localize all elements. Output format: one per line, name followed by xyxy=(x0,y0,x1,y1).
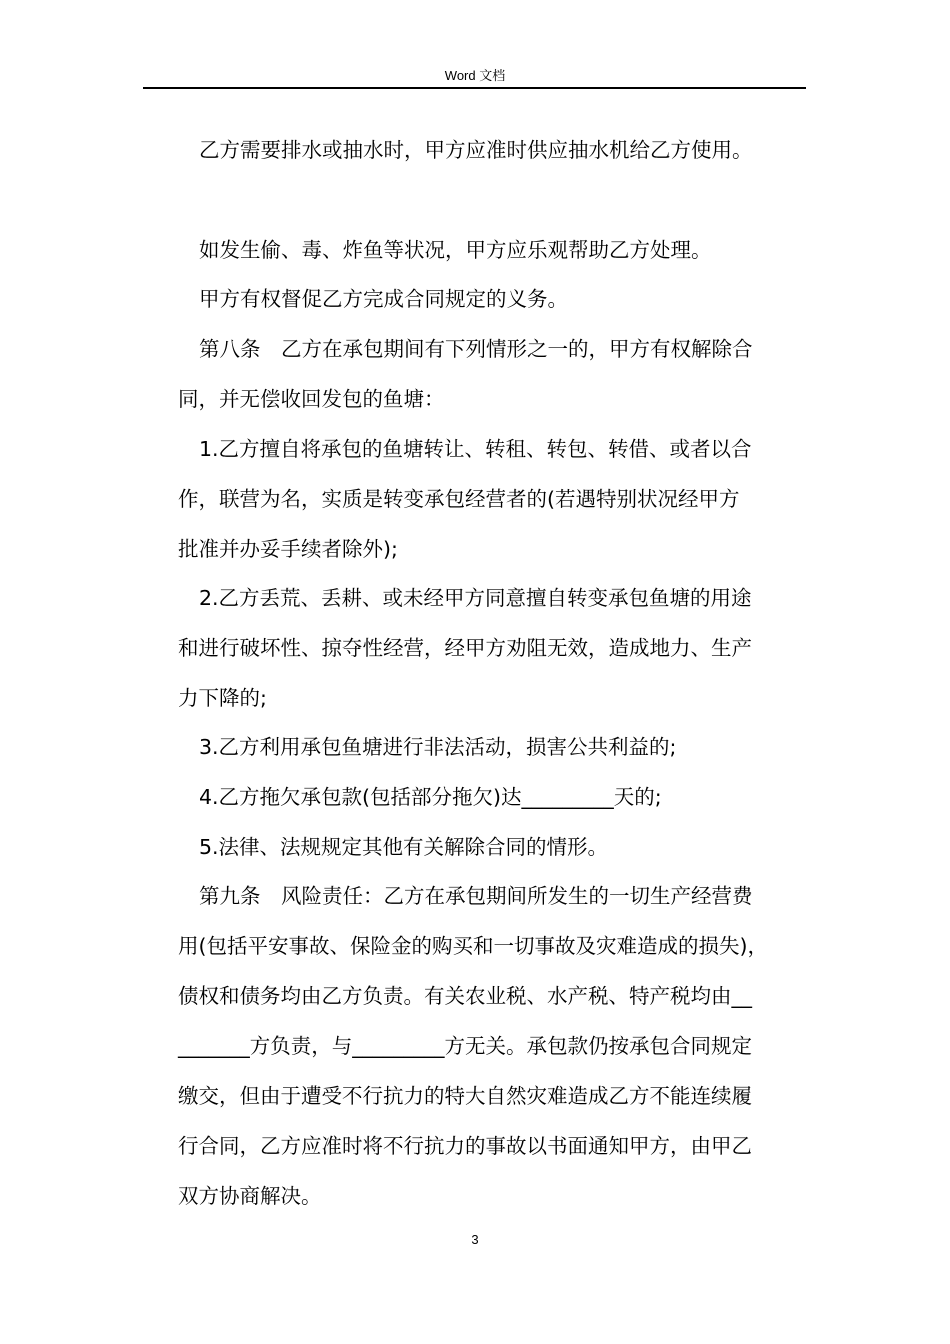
text-line: 5.法律、法规规定其他有关解除合同的情形。 xyxy=(199,835,609,859)
text-line: 双方协商解决。 xyxy=(178,1184,322,1208)
text-line: 批准并办妥手续者除外); xyxy=(178,537,398,561)
text-line: 如发生偷、毒、炸鱼等状况，甲方应乐观帮助乙方处理。 xyxy=(199,238,712,262)
text-line: 4.乙方拖欠承包款(包括部分拖欠)达_________天的; xyxy=(199,785,662,809)
paragraph-article-8 xyxy=(178,324,810,424)
text-line: 用(包括平安事故、保险金的购买和一切事故及灾难造成的损失)， xyxy=(178,934,768,958)
text-line: 第九条 风险责任：乙方在承包期间所发生的一切生产经营费 xyxy=(199,884,753,908)
paragraph-pump-supply xyxy=(178,125,810,175)
text-line: 1.乙方擅自将承包的鱼塘转让、转租、转包、转借、或者以合 xyxy=(199,437,752,461)
text-line: 甲方有权督促乙方完成合同规定的义务。 xyxy=(199,287,568,311)
page-header-title: Word 文档 xyxy=(444,68,506,83)
paragraph-theft-assist xyxy=(178,225,810,275)
paragraph-clause-4 xyxy=(178,772,810,822)
text-line: 缴交，但由于遭受不行抗力的特大自然灾难造成乙方不能连续履 xyxy=(178,1084,752,1108)
text-line: 行合同，乙方应准时将不行抗力的事故以书面通知甲方，由甲乙 xyxy=(178,1134,752,1158)
header-divider xyxy=(143,87,806,89)
paragraph-clause-3 xyxy=(178,722,810,772)
text-line: 2.乙方丢荒、丢耕、或未经甲方同意擅自转变承包鱼塘的用途 xyxy=(199,586,752,610)
text-line: 债权和债务均由乙方负责。有关农业税、水产税、特产税均由__ xyxy=(178,984,752,1008)
paragraph-supervise xyxy=(178,274,810,324)
text-line: 同，并无偿收回发包的鱼塘： xyxy=(178,387,445,411)
text-line: 第八条 乙方在承包期间有下列情形之一的，甲方有权解除合 xyxy=(199,337,753,361)
text-line: 乙方需要排水或抽水时，甲方应准时供应抽水机给乙方使用。 xyxy=(199,138,753,162)
text-line: 3.乙方利用承包鱼塘进行非法活动，损害公共利益的; xyxy=(199,735,677,759)
text-line: 作，联营为名，实质是转变承包经营者的(若遇特别状况经甲方 xyxy=(178,487,740,511)
text-line: 和进行破坏性、掠夺性经营，经甲方劝阻无效，造成地力、生产 xyxy=(178,636,752,660)
paragraph-clause-1 xyxy=(178,424,810,574)
text-line: _______方负责，与_________方无关。承包款仍按承包合同规定 xyxy=(178,1034,752,1058)
text-line: 力下降的; xyxy=(178,686,267,710)
paragraph-article-9 xyxy=(178,871,810,1221)
page-number: 3 xyxy=(471,1232,479,1247)
paragraph-clause-2 xyxy=(178,573,810,723)
paragraph-clause-5 xyxy=(178,822,810,872)
